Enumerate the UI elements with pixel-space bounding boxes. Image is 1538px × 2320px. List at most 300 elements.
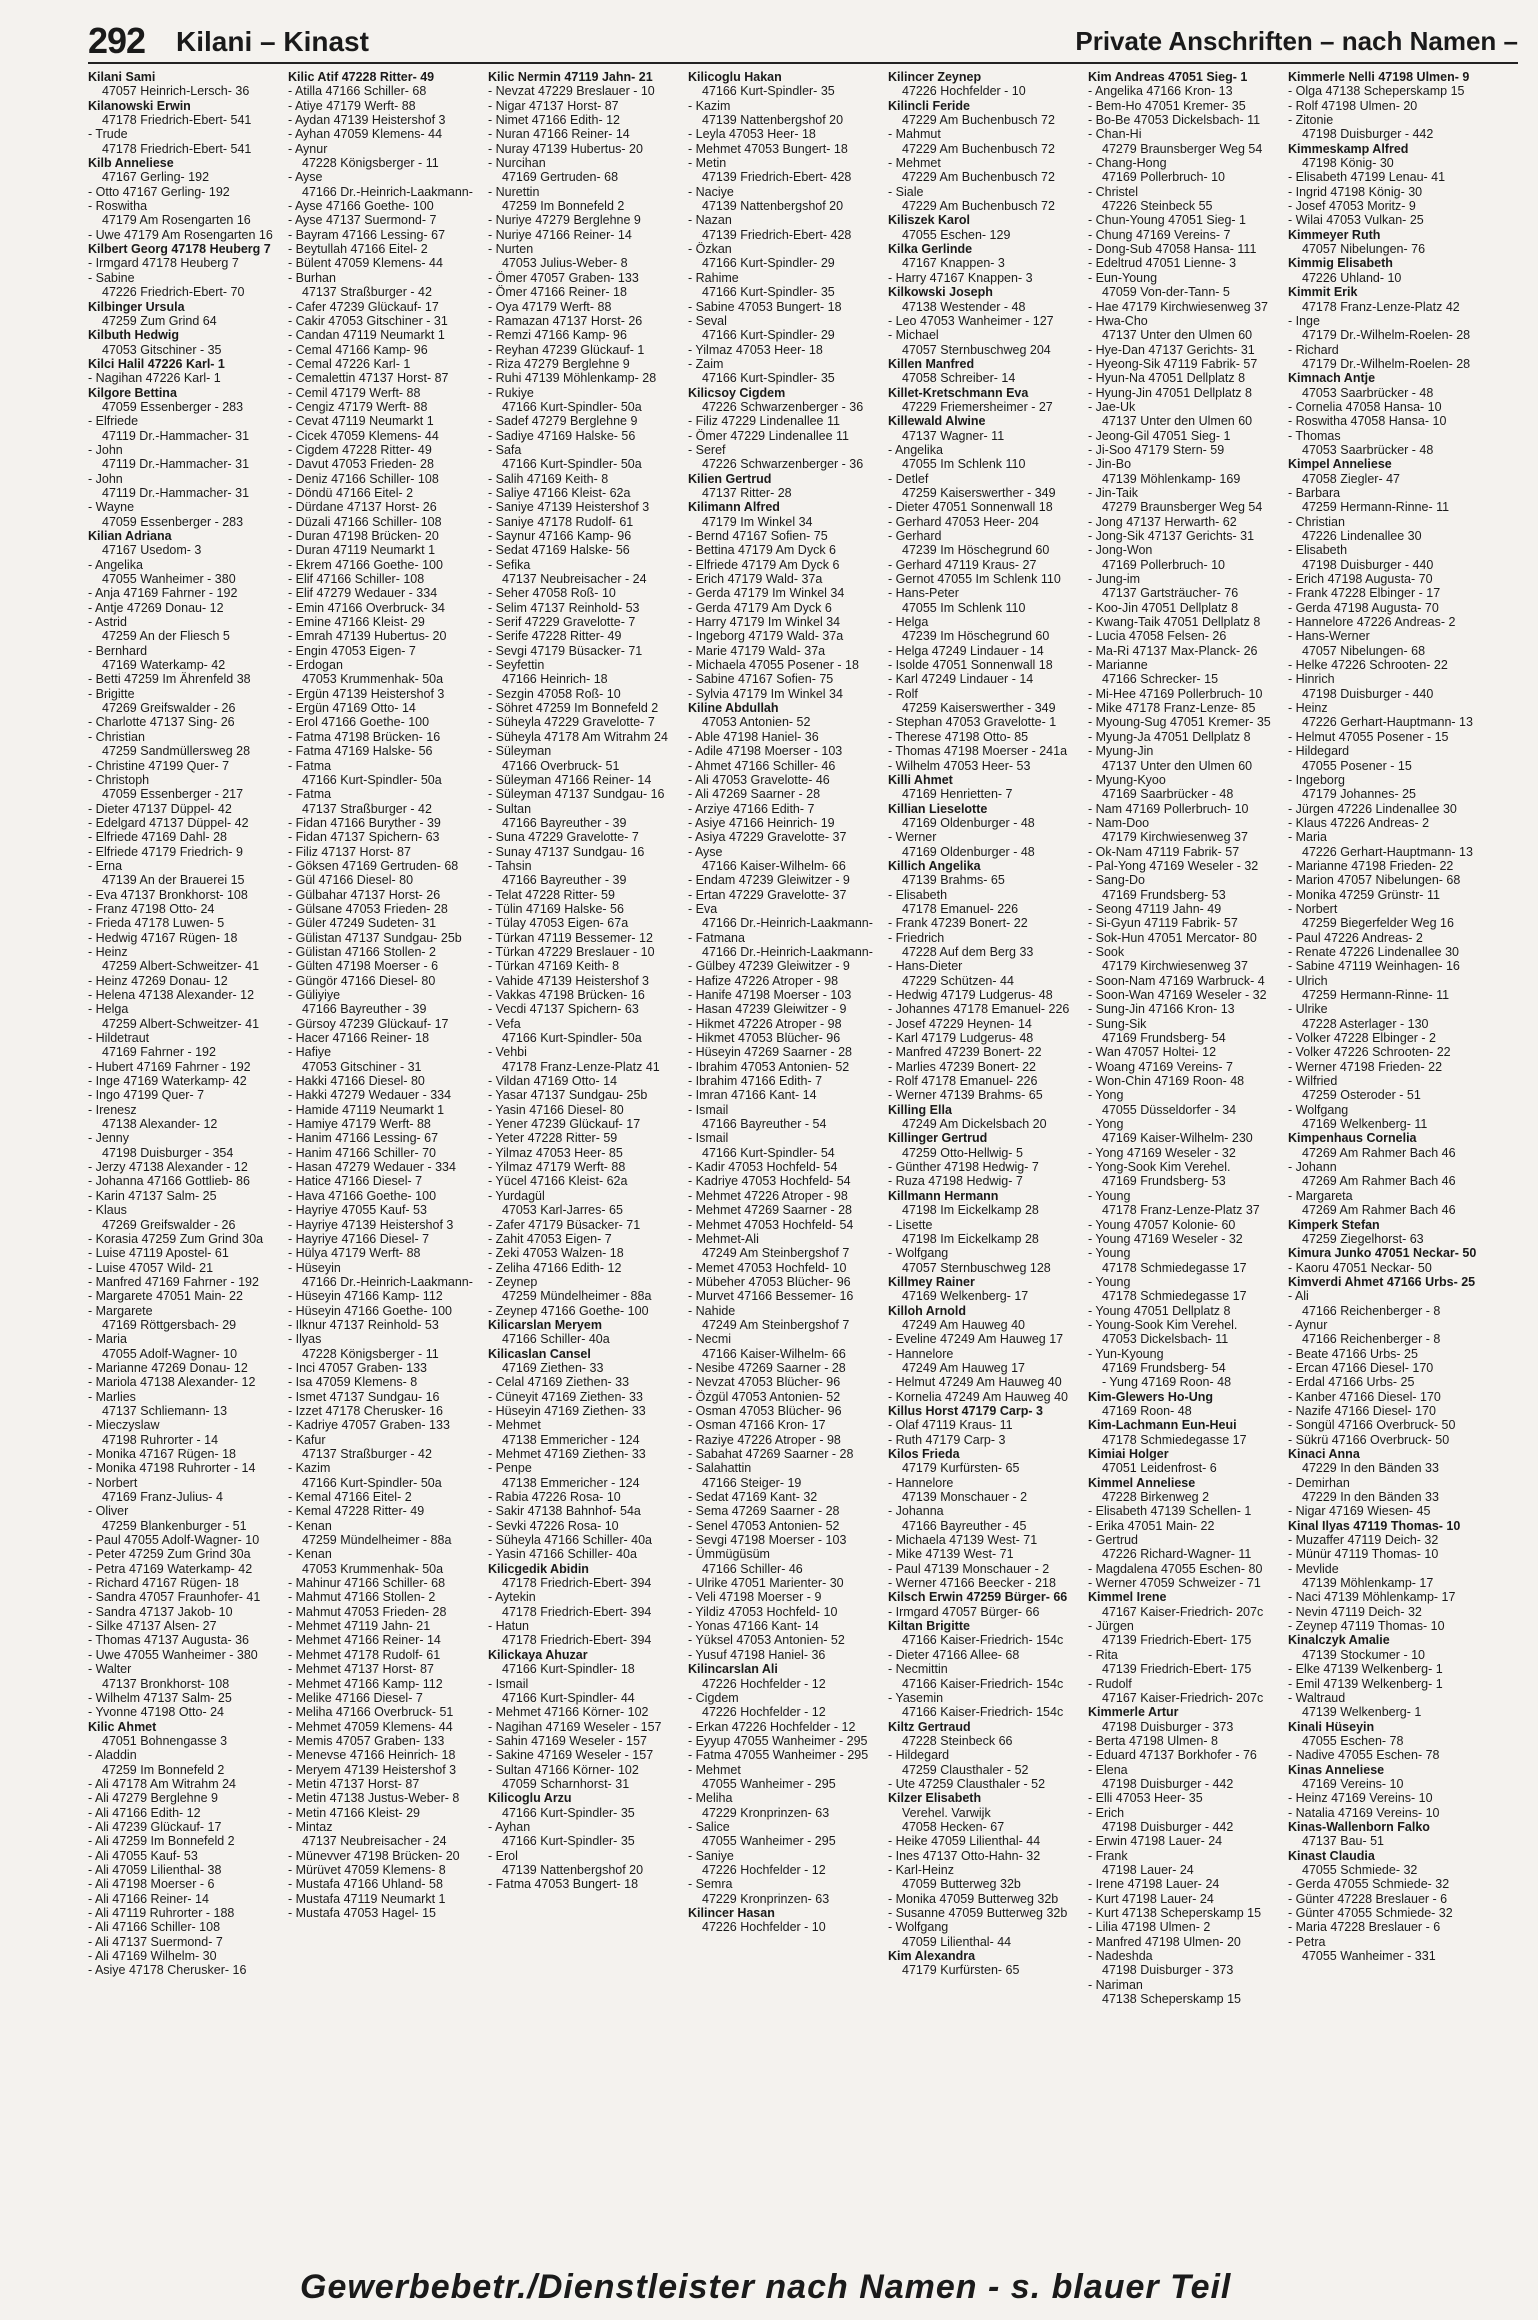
directory-entry: - Eva 47137 Bronkhorst- 108 <box>88 887 248 902</box>
directory-entry: - Selim 47137 Reinhold- 53 <box>488 600 640 615</box>
directory-entry-head: Kimmerle Artur <box>1088 1705 1179 1720</box>
directory-entry: - Koo-Jin 47051 Dellplatz 8 <box>1088 600 1239 615</box>
directory-entry: - Zeki 47053 Walzen- 18 <box>488 1246 624 1261</box>
directory-entry: - Dieter 47166 Allee- 68 <box>888 1647 1020 1662</box>
directory-entry: - Elke 47139 Welkenberg- 1 <box>1288 1662 1443 1677</box>
directory-entry: 47166 Bayreuther - 39 <box>302 1002 427 1017</box>
directory-entry: 47137 Bau- 51 <box>1302 1834 1385 1849</box>
directory-entry: - Mehmet 47269 Saarner - 28 <box>688 1203 852 1218</box>
directory-entry: 47138 Emmericher - 124 <box>502 1432 640 1447</box>
directory-entry: 47137 Bronkhorst- 108 <box>102 1676 230 1691</box>
directory-entry: - Naci 47139 Möhlenkamp- 17 <box>1288 1590 1456 1605</box>
directory-entry: 47259 Biegerfelder Weg 16 <box>1302 916 1454 931</box>
directory-entry: - Maria 47228 Breslauer - 6 <box>1288 1920 1441 1935</box>
directory-entry: - Vakkas 47198 Brücken- 16 <box>488 988 645 1002</box>
directory-entry: 47058 Hecken- 67 <box>902 1819 1005 1834</box>
directory-entry: - Reyhan 47239 Glückauf- 1 <box>488 342 645 357</box>
directory-entry: - Mustafa 47166 Uhland- 58 <box>288 1877 443 1892</box>
directory-entry: 47169 Vereins- 10 <box>1302 1776 1404 1791</box>
directory-entry: - Paul 47226 Andreas- 2 <box>1288 930 1423 945</box>
directory-entry-head: Kilincli Feride <box>888 98 970 113</box>
directory-entry: 47228 Asterlager - 130 <box>1302 1016 1429 1031</box>
directory-entry: - Myoung-Sug 47051 Kremer- 35 <box>1088 715 1271 730</box>
directory-entry: - Myung-Kyoo <box>1088 772 1166 787</box>
directory-entry: - Cafer 47239 Glückauf- 17 <box>288 299 439 314</box>
directory-entry: - Seyfettin <box>488 658 545 673</box>
directory-entry-head: Kiltz Gertraud <box>888 1719 971 1734</box>
directory-entry: - Rolf <box>888 686 918 701</box>
directory-entry: - Hikmet 47226 Atroper - 98 <box>688 1016 842 1031</box>
directory-entry: - Luise 47057 Wild- 21 <box>88 1260 214 1275</box>
directory-entry: 47259 Mündelheimer - 88a <box>502 1289 652 1304</box>
directory-entry: - Hatice 47166 Diesel- 7 <box>288 1174 423 1189</box>
directory-entry: 47259 Osteroder - 51 <box>1302 1088 1421 1103</box>
directory-entry: - Elfriede <box>88 414 139 429</box>
directory-entry: - Rahime <box>688 270 739 285</box>
directory-entry: 47169 Oldenburger - 48 <box>902 815 1035 830</box>
directory-entry: - Mevlide <box>1288 1561 1339 1576</box>
directory-entry: 47055 Eschen- 78 <box>1302 1733 1404 1748</box>
directory-entry: - Mübeher 47053 Blücher- 96 <box>688 1274 851 1289</box>
directory-entry: - Yun-Kyoung <box>1088 1346 1164 1361</box>
directory-entry: - Kurt 47198 Lauer- 24 <box>1088 1891 1214 1906</box>
directory-entry: - Nurettin <box>488 184 540 199</box>
directory-entry: - Metin 47137 Horst- 87 <box>288 1776 420 1791</box>
directory-entry: - Eyyup 47055 Wanheimer - 295 <box>688 1733 868 1748</box>
directory-entry: - Adile 47198 Moerser - 103 <box>688 744 843 759</box>
directory-entry: - Döndü 47166 Eitel- 2 <box>288 485 414 500</box>
directory-entry: 47137 Neubreisacher - 24 <box>302 1834 447 1849</box>
directory-entry-head: Killet-Kretschmann Eva <box>888 385 1029 400</box>
directory-entry: - Johann <box>1288 1160 1337 1175</box>
directory-entry: - Nagihan 47169 Weseler - 157 <box>488 1719 662 1734</box>
directory-entry: - Saliye 47166 Kleist- 62a <box>488 485 631 500</box>
directory-entry: - Cemal 47166 Kamp- 96 <box>288 342 428 357</box>
directory-entry: 47229 Kronprinzen- 63 <box>702 1805 830 1820</box>
directory-entry: 47166 Kurt-Spindler- 50a <box>302 772 442 787</box>
directory-entry: - Susanne 47059 Butterweg 32b <box>888 1906 1068 1920</box>
directory-entry-head: Kiltan Brigitte <box>888 1619 970 1634</box>
directory-entry: - Saniye 47139 Heistershof 3 <box>488 500 650 515</box>
directory-entry: - Ali 47198 Moerser - 6 <box>88 1877 215 1892</box>
directory-entry: - Leyla 47053 Heer- 18 <box>688 127 816 142</box>
directory-entry: - Erich <box>1088 1805 1125 1820</box>
directory-entry: - Frank 47228 Elbinger - 17 <box>1288 586 1441 601</box>
directory-entry: - Necmi <box>688 1332 732 1347</box>
directory-entry: - Erich 47198 Augusta- 70 <box>1288 572 1433 587</box>
directory-entry: 47137 Ritter- 28 <box>702 485 792 500</box>
directory-entry: - Fatma 47055 Wanheimer - 295 <box>688 1748 869 1763</box>
directory-entry: - Wilhelm 47137 Salm- 25 <box>88 1690 232 1705</box>
directory-entry: - Zeynep 47166 Goethe- 100 <box>488 1303 649 1318</box>
directory-entry: 47228 Königsberger - 11 <box>302 156 439 171</box>
directory-entry: - Harry 47167 Knappen- 3 <box>888 270 1033 285</box>
directory-entry: 47055 Eschen- 129 <box>902 227 1011 242</box>
directory-entry: - Mehmet <box>688 1762 741 1777</box>
directory-entry: - Metin 47138 Justus-Weber- 8 <box>288 1791 460 1806</box>
directory-entry: - Olaf 47119 Kraus- 11 <box>888 1418 1013 1433</box>
directory-entry: - Ali 47166 Reiner- 14 <box>88 1891 209 1906</box>
directory-entry: - Able 47198 Haniel- 36 <box>688 729 819 744</box>
directory-entry: - Friedrich <box>888 930 945 945</box>
directory-entry: 47055 Adolf-Wagner- 10 <box>102 1346 238 1361</box>
directory-entry-head: Kinast Claudia <box>1288 1848 1375 1863</box>
directory-entry: - Monika 47059 Butterweg 32b <box>888 1891 1059 1906</box>
directory-entry: - Nazife 47166 Diesel- 170 <box>1288 1403 1436 1418</box>
directory-entry: 47169 Henrietten- 7 <box>902 787 1013 802</box>
directory-entry: - Vecdi 47137 Spichern- 63 <box>488 1002 639 1017</box>
directory-entry: 47249 Am Hauweg 17 <box>902 1360 1026 1375</box>
directory-entry: - Young 47051 Dellplatz 8 <box>1088 1303 1231 1318</box>
directory-entry: - Rudolf <box>1088 1676 1132 1691</box>
directory-entry: - Christine 47199 Quer- 7 <box>88 758 230 773</box>
directory-entry-head: Kimpenhaus Cornelia <box>1288 1131 1417 1146</box>
directory-entry: - Karl 47249 Lindauer - 14 <box>888 672 1034 687</box>
directory-entry: - Elif 47166 Schiller- 108 <box>288 572 425 587</box>
directory-entry: - Deniz 47166 Schiller- 108 <box>288 471 439 486</box>
directory-entry: - Seref <box>688 442 726 457</box>
directory-entry: - Elif 47279 Wedauer - 334 <box>288 586 438 601</box>
directory-entry: - Erich 47179 Wald- 37a <box>688 572 823 587</box>
directory-entry: - Mustafa 47119 Neumarkt 1 <box>288 1891 446 1906</box>
directory-entry: 47138 Scheperskamp 15 <box>1102 1992 1241 2007</box>
directory-entry: - Ali 47269 Saarner - 28 <box>688 787 821 802</box>
directory-entry: 47139 Welkenberg- 1 <box>1302 1705 1422 1720</box>
directory-entry: - Türkan 47229 Breslauer - 10 <box>488 944 655 959</box>
directory-entry: - Elli 47053 Heer- 35 <box>1088 1791 1203 1806</box>
directory-entry: 47139 Möhlenkamp- 17 <box>1302 1576 1434 1591</box>
directory-entry: - Josef 47053 Moritz- 9 <box>1288 199 1416 214</box>
directory-entry: 47178 Schmiedegasse 17 <box>1102 1260 1247 1275</box>
directory-column-1 <box>88 70 278 2250</box>
directory-entry: - Gülistan 47166 Stollen- 2 <box>288 944 437 959</box>
directory-entry: - Nahide <box>688 1303 736 1318</box>
directory-entry: 47058 Schreiber- 14 <box>902 371 1016 386</box>
directory-entry: - Elisabeth <box>1288 543 1348 558</box>
directory-entry: - Soon-Wan 47169 Weseler - 32 <box>1088 988 1267 1002</box>
directory-entry: - Magdalena 47055 Eschen- 80 <box>1088 1561 1263 1576</box>
directory-entry: - Siale <box>888 184 924 199</box>
directory-entry: - Dong-Sub 47058 Hansa- 111 <box>1088 242 1257 257</box>
directory-entry: - Nigar 47169 Wiesen- 45 <box>1288 1504 1431 1519</box>
directory-entry: - Ines 47137 Otto-Hahn- 32 <box>888 1848 1041 1863</box>
directory-entry: - Soon-Nam 47169 Warbruck- 4 <box>1088 973 1265 988</box>
directory-entry: - Saniye <box>688 1848 734 1863</box>
directory-entry: 47169 Frundsberg- 53 <box>1102 1174 1226 1189</box>
directory-entry: - Mike 47139 West- 71 <box>888 1547 1014 1562</box>
directory-entry: - Cemil 47179 Werft- 88 <box>288 385 421 400</box>
directory-entry: - Söhret 47259 Im Bonnefeld 2 <box>488 701 659 716</box>
directory-entry: 47166 Kurt-Spindler- 50a <box>502 1031 642 1046</box>
directory-entry: 47059 Essenberger - 283 <box>102 399 244 414</box>
directory-entry-head: Kimmig Elisabeth <box>1288 256 1393 271</box>
directory-entry: 47166 Schiller- 46 <box>702 1561 803 1576</box>
directory-entry: - Harry 47179 Im Winkel 34 <box>688 615 841 630</box>
directory-entry: - Korasia 47259 Zum Grind 30a <box>88 1231 264 1246</box>
directory-entry: 47169 Oldenburger - 48 <box>902 844 1035 859</box>
directory-entry: 47259 Kaiserswerther - 349 <box>902 485 1056 500</box>
directory-entry: 47139 An der Brauerei 15 <box>102 873 245 888</box>
directory-entry: - Vehbi <box>488 1045 527 1060</box>
directory-entry: 47166 Kaiser-Friedrich- 154c <box>902 1633 1064 1648</box>
directory-entry: - Duran 47119 Neumarkt 1 <box>288 543 436 558</box>
directory-entry: 47178 Friedrich-Ebert- 541 <box>102 141 252 156</box>
directory-entry: - Sema 47269 Saarner - 28 <box>688 1504 840 1519</box>
directory-entry-head: Kilimann Alfred <box>688 500 780 515</box>
directory-entry: - Fatma <box>288 758 332 773</box>
directory-entry: - Hasan 47279 Wedauer - 334 <box>288 1160 456 1175</box>
directory-entry: 47166 Reichenberger - 8 <box>1302 1303 1441 1318</box>
directory-entry-head: Kilos Frieda <box>888 1447 960 1461</box>
directory-entry: - Karin 47137 Salm- 25 <box>88 1188 217 1203</box>
directory-entry: - Celal 47169 Ziethen- 33 <box>488 1375 630 1390</box>
directory-entry: - Ibrahim 47053 Antonien- 52 <box>688 1059 850 1074</box>
directory-entry: - Renate 47226 Lindenallee 30 <box>1288 944 1459 959</box>
directory-entry: 47229 In den Bänden 33 <box>1302 1461 1439 1476</box>
directory-entry: - Yilmaz 47053 Heer- 18 <box>688 342 823 357</box>
directory-entry: - Erdogan <box>288 658 343 673</box>
directory-entry: 47053 Saarbrücker - 48 <box>1302 442 1434 457</box>
directory-entry: - Yeter 47228 Ritter- 59 <box>488 1131 618 1146</box>
directory-entry: - Rolf 47178 Emanuel- 226 <box>888 1074 1038 1089</box>
directory-entry: - Yvonne 47198 Otto- 24 <box>88 1705 224 1720</box>
directory-entry: - Yong-Sook Kim Verehel. <box>1088 1160 1231 1175</box>
directory-entry: 47169 Roon- 48 <box>1102 1403 1192 1418</box>
directory-entry: - Süheyla 47178 Am Witrahm 24 <box>488 729 668 744</box>
directory-entry: - Irmgard 47178 Heuberg 7 <box>88 256 239 271</box>
directory-entry: - Isa 47059 Klemens- 8 <box>288 1375 418 1390</box>
directory-entry: - Hakki 47279 Wedauer - 334 <box>288 1088 452 1103</box>
directory-entry: 47228 Steinbeck 66 <box>902 1733 1013 1748</box>
directory-entry: - Karl-Heinz <box>888 1862 954 1877</box>
directory-entry: - Hayriye 47055 Kauf- 53 <box>288 1203 427 1218</box>
directory-entry: 47249 Am Hauweg 40 <box>902 1317 1026 1332</box>
directory-entry: 47179 Johannes- 25 <box>1302 787 1416 802</box>
directory-entry: - Melike 47166 Diesel- 7 <box>288 1690 423 1705</box>
directory-entry: - Bülent 47059 Klemens- 44 <box>288 256 443 271</box>
directory-entry: 47059 Lilienthal- 44 <box>902 1934 1012 1949</box>
directory-entry: - Elisabeth 47199 Lenau- 41 <box>1288 170 1446 185</box>
directory-entry: - Gülten 47198 Moerser - 6 <box>288 959 439 974</box>
directory-entry: - Edelgard 47137 Düppel- 42 <box>88 815 249 830</box>
directory-entry: 47166 Dr.-Heinrich-Laakmann- <box>702 916 873 931</box>
directory-entry: - Norbert <box>88 1475 138 1490</box>
directory-entry: - Sabine <box>88 270 135 285</box>
directory-entry: 47259 Ziegelhorst- 63 <box>1302 1231 1424 1246</box>
directory-entry: - Ingeborg <box>1288 772 1345 787</box>
directory-entry: - Yurdagül <box>488 1188 545 1203</box>
directory-entry: 47198 Im Eickelkamp 28 <box>902 1203 1039 1218</box>
directory-entry: 47169 Welkenberg- 17 <box>902 1289 1029 1304</box>
directory-entry-head: Kilicarslan Meryem <box>488 1317 602 1332</box>
directory-entry: 47139 Brahms- 65 <box>902 873 1005 888</box>
directory-entry: - Ömer 47229 Lindenallee 11 <box>688 428 849 443</box>
directory-entry: 47259 Hermann-Rinne- 11 <box>1302 500 1450 515</box>
directory-entry: 47166 Kurt-Spindler- 50a <box>502 457 642 472</box>
directory-entry: - Cakir 47053 Gitschiner - 31 <box>288 313 448 328</box>
directory-entry: - Kwang-Taik 47051 Dellplatz 8 <box>1088 615 1261 630</box>
directory-entry: - Jong-Won <box>1088 543 1153 558</box>
directory-entry: - Ömer 47057 Graben- 133 <box>488 270 639 285</box>
directory-entry: - Kafur <box>288 1432 326 1447</box>
directory-entry: - Memet 47053 Hochfeld- 10 <box>688 1260 847 1275</box>
directory-entry: 47166 Bayreuther - 39 <box>502 873 627 888</box>
directory-entry: - Sandra 47057 Fraunhofer- 41 <box>88 1590 261 1605</box>
directory-entry: - Nadive 47055 Eschen- 78 <box>1288 1748 1440 1763</box>
directory-entry: - Mieczyslaw <box>88 1418 160 1433</box>
directory-entry: - Mehmet <box>888 156 941 171</box>
directory-entry: 47137 Gartsträucher- 76 <box>1102 586 1239 601</box>
directory-entry: 47228 Königsberger - 11 <box>302 1346 439 1361</box>
directory-entry-head: Kilzer Elisabeth <box>888 1791 982 1806</box>
directory-entry: 47053 Saarbrücker - 48 <box>1302 385 1434 400</box>
directory-entry: - Nimet 47166 Edith- 12 <box>488 113 621 128</box>
directory-entry: - Salahattin <box>688 1461 752 1476</box>
directory-entry: - Bettina 47179 Am Dyck 6 <box>688 543 836 558</box>
directory-entry: - Norbert <box>1288 901 1338 916</box>
directory-entry: - Rukiye <box>488 385 534 400</box>
directory-entry: - Demirhan <box>1288 1475 1350 1490</box>
directory-entry: - Volker 47226 Schrooten- 22 <box>1288 1045 1451 1060</box>
directory-entry: - John <box>88 471 123 486</box>
directory-entry: - Mintaz <box>288 1819 333 1834</box>
directory-entry: 47179 Kirchwiesenweg 37 <box>1102 830 1248 845</box>
directory-entry: - Hüseyin 47166 Goethe- 100 <box>288 1303 452 1318</box>
directory-entry: 47166 Kurt-Spindler- 35 <box>702 84 835 99</box>
directory-entry: 47169 Röttgersbach- 29 <box>102 1317 237 1332</box>
directory-entry-head: Kilicoglu Hakan <box>688 70 782 84</box>
directory-entry: - Candan 47119 Neumarkt 1 <box>288 328 445 343</box>
directory-entry: 47167 Knappen- 3 <box>902 256 1005 271</box>
directory-entry: - Asiye 47166 Heinrich- 19 <box>688 815 835 830</box>
directory-entry: - Hamide 47119 Neumarkt 1 <box>288 1102 445 1117</box>
directory-entry: - Bo-Be 47053 Dickelsbach- 11 <box>1088 113 1261 128</box>
directory-entry: - Hildetraut <box>88 1031 150 1046</box>
directory-entry: - Ali 47166 Edith- 12 <box>88 1805 201 1820</box>
directory-entry: - Heinz 47169 Vereins- 10 <box>1288 1791 1433 1806</box>
directory-entry: 47119 Dr.-Hammacher- 31 <box>102 428 250 443</box>
directory-entry: - Sükrü 47166 Overbruck- 50 <box>1288 1432 1450 1447</box>
directory-entry: - Sabahat 47269 Saarner - 28 <box>688 1447 854 1461</box>
directory-entry: - Hildegard <box>1288 744 1350 759</box>
directory-entry: - Metin <box>688 156 727 171</box>
directory-entry: 47166 Kurt-Spindler- 35 <box>702 285 835 300</box>
directory-entry: 47055 Posener - 15 <box>1302 758 1412 773</box>
directory-entry: - Wolfgang <box>888 1920 949 1935</box>
directory-entry: - Nam-Doo <box>1088 815 1150 830</box>
directory-entry: 47169 Kaiser-Wilhelm- 230 <box>1102 1131 1253 1146</box>
directory-entry: - Cornelia 47058 Hansa- 10 <box>1288 399 1442 414</box>
directory-entry-head: Kilicaslan Cansel <box>488 1346 591 1361</box>
directory-entry: - Ali <box>1288 1289 1309 1304</box>
directory-entry: - Vahide 47139 Heistershof 3 <box>488 973 649 988</box>
directory-entry: - Cüneyit 47169 Ziethen- 33 <box>488 1389 643 1404</box>
directory-entry: 47169 Welkenberg- 11 <box>1302 1117 1428 1132</box>
directory-entry-head: Kinas-Wallenborn Falko <box>1288 1819 1430 1834</box>
directory-entry: - Kenan <box>288 1518 332 1533</box>
directory-entry: - Waltraud <box>1288 1690 1346 1705</box>
directory-entry: - Volker 47228 Elbinger - 2 <box>1288 1031 1437 1046</box>
directory-entry: 47226 Hochfelder - 12 <box>702 1676 826 1691</box>
directory-entry: - Ümmügüsüm <box>688 1547 770 1562</box>
directory-entry: 47137 Neubreisacher - 24 <box>502 572 647 587</box>
directory-entry: - Helena 47138 Alexander- 12 <box>88 988 255 1002</box>
directory-entry: - Yildiz 47053 Hochfeld- 10 <box>688 1604 838 1619</box>
directory-entry: - Elisabeth <box>888 887 948 902</box>
directory-entry: - Ömer 47166 Reiner- 18 <box>488 285 627 300</box>
directory-entry: 47166 Heinrich- 18 <box>502 672 608 687</box>
directory-entry: - Michael <box>888 328 939 343</box>
directory-entry: - Yasin 47166 Schiller- 40a <box>488 1547 637 1562</box>
directory-entry-head: Kimmeyer Ruth <box>1288 227 1381 242</box>
directory-entry: - Roswitha 47058 Hansa- 10 <box>1288 414 1447 429</box>
directory-entry: - Cemalettin 47137 Horst- 87 <box>288 371 449 386</box>
directory-entry: - Werner 47198 Frieden- 22 <box>1288 1059 1443 1074</box>
directory-entry: 47166 Schrecker- 15 <box>1102 672 1219 687</box>
directory-entry-head: Kilbinger Ursula <box>88 299 185 314</box>
directory-entry: - Serife 47228 Ritter- 49 <box>488 629 622 644</box>
directory-entry: - Ute 47259 Clausthaler - 52 <box>888 1776 1046 1791</box>
directory-entry: 47198 Duisburger - 442 <box>1102 1819 1234 1834</box>
directory-entry: - Hyun-Na 47051 Dellplatz 8 <box>1088 371 1246 386</box>
page-header <box>88 18 1518 64</box>
directory-entry: - Fatma 47198 Brücken- 16 <box>288 729 441 744</box>
directory-entry: - Sang-Do <box>1088 873 1145 888</box>
directory-entry: 47226 Friedrich-Ebert- 70 <box>102 285 245 300</box>
directory-entry: - Hatun <box>488 1619 529 1634</box>
directory-entry: - Heinz 47269 Donau- 12 <box>88 973 228 988</box>
directory-entry: - Uwe 47055 Wanheimer - 380 <box>88 1647 258 1662</box>
directory-entry: - Jong 47137 Herwarth- 62 <box>1088 514 1237 529</box>
directory-entry-head: Kinal Ilyas 47119 Thomas- 10 <box>1288 1518 1461 1533</box>
directory-entry: - Türkan 47119 Bessemer- 12 <box>488 930 653 945</box>
directory-entry: - Klaus <box>88 1203 127 1218</box>
directory-entry: 47178 Friedrich-Ebert- 394 <box>502 1604 652 1619</box>
directory-entry: 47226 Hochfelder - 12 <box>702 1705 826 1720</box>
directory-entry: - Fatma 47169 Halske- 56 <box>288 744 433 759</box>
directory-entry: - Özkan <box>688 242 732 257</box>
directory-entry: - Kurt 47138 Scheperskamp 15 <box>1088 1906 1262 1920</box>
directory-entry: - Mustafa 47053 Hagel- 15 <box>288 1906 437 1920</box>
directory-entry: - Memis 47057 Graben- 133 <box>288 1733 445 1748</box>
directory-entry: 47167 Kaiser-Friedrich- 207c <box>1102 1690 1264 1705</box>
directory-entry: - Riza 47279 Berglehne 9 <box>488 356 630 371</box>
directory-entry: - Ismail <box>688 1131 729 1146</box>
directory-entry: 47226 Uhland- 10 <box>1302 270 1402 285</box>
directory-entry: 47178 Friedrich-Ebert- 541 <box>102 113 252 128</box>
directory-entry: - Dieter 47051 Sonnenwall 18 <box>888 500 1053 515</box>
directory-entry: - Gülsane 47053 Frieden- 28 <box>288 901 448 916</box>
directory-entry: - Gülbey 47239 Gleiwitzer - 9 <box>688 959 850 974</box>
directory-entry: - Zahit 47053 Eigen- 7 <box>488 1231 612 1246</box>
directory-entry: 47179 Dr.-Wilhelm-Roelen- 28 <box>1302 328 1471 343</box>
directory-entry: - Mehmet 47166 Körner- 102 <box>488 1705 649 1720</box>
directory-entry: - Ismail <box>488 1676 529 1691</box>
directory-entry: - Ayse <box>688 844 723 859</box>
directory-entry: 47055 Wanheimer - 331 <box>1302 1949 1436 1964</box>
directory-entry: 47166 Bayreuther - 45 <box>902 1518 1027 1533</box>
directory-entry: - Anja 47169 Fahrner - 192 <box>88 586 238 601</box>
directory-entry: - Telat 47228 Ritter- 59 <box>488 887 615 902</box>
directory-entry: - Hayriye 47166 Diesel- 7 <box>288 1231 430 1246</box>
directory-entry: - Mehmet 47119 Jahn- 21 <box>288 1619 431 1634</box>
directory-entry: - Asiye 47178 Cherusker- 16 <box>88 1963 247 1978</box>
directory-entry: - Thomas 47198 Moerser - 241a <box>888 744 1068 759</box>
directory-entry: - Helmut 47249 Am Hauweg 40 <box>888 1375 1062 1390</box>
directory-entry: - Münevver 47198 Brücken- 20 <box>288 1848 460 1863</box>
directory-entry: 47226 Steinbeck 55 <box>1102 199 1213 214</box>
directory-entry: 47051 Bohnengasse 3 <box>102 1733 228 1748</box>
